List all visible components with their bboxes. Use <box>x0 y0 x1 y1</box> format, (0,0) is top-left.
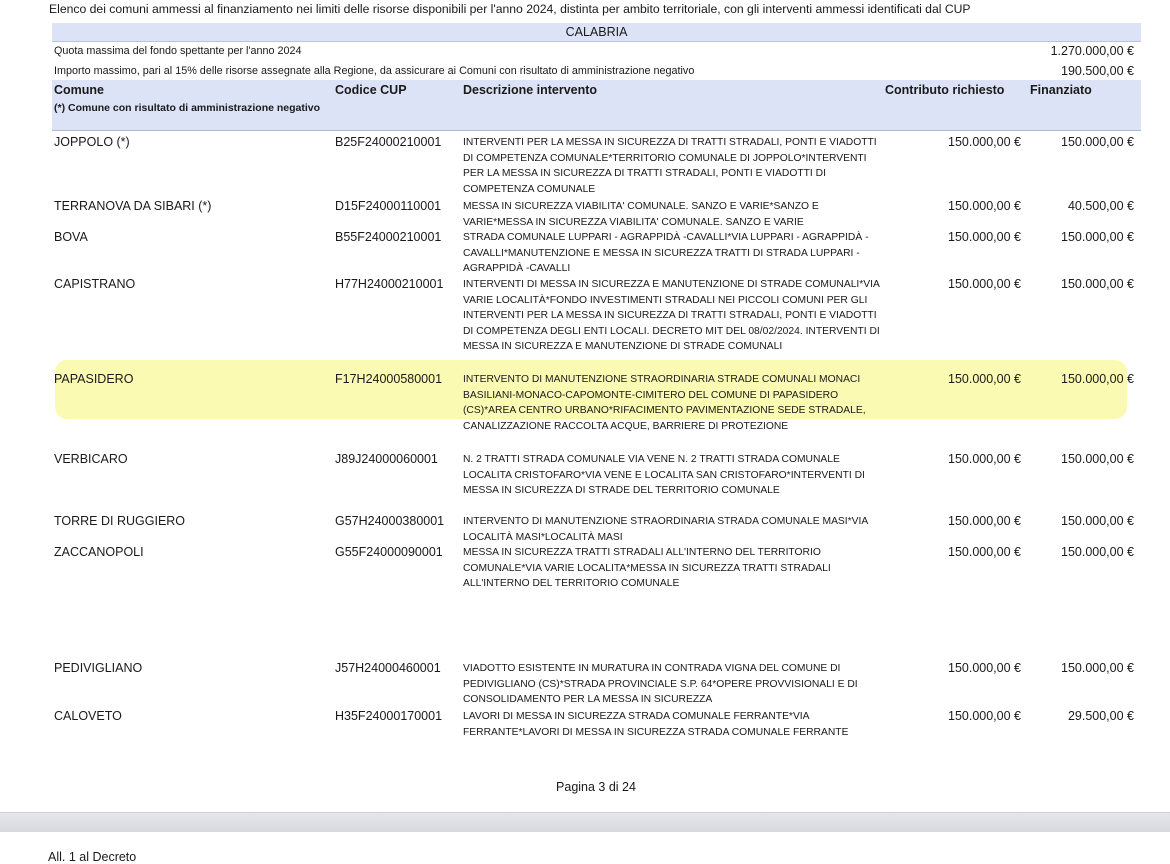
next-page <box>0 832 1170 863</box>
col-comune: Comune <box>54 83 104 97</box>
cell-contributo: 150.000,00 € <box>948 514 1021 528</box>
quota-label: Quota massima del fondo spettante per l'anno 2024 <box>54 45 302 57</box>
importo-value: 190.500,00 € <box>1061 64 1134 78</box>
cell-cup: G55F24000090001 <box>335 545 443 559</box>
cell-comune: JOPPOLO (*) <box>54 135 130 149</box>
page-number: Pagina 3 di 24 <box>556 780 636 794</box>
cell-finanziato: 150.000,00 € <box>1061 514 1134 528</box>
cell-descrizione: VIADOTTO ESISTENTE IN MURATURA IN CONTRADA VIGNA DEL COMUNE DI PEDIVIGLIANO (CS)*STRADA PROVINCIALE S.P. 64*OPERE PROVVISIONALI E DI CONSOLIDAMENTO PER LA MESSA IN SICUREZZA <box>463 663 858 706</box>
cell-cup: H35F24000170001 <box>335 709 443 723</box>
importo-label: Importo massimo, pari al 15% delle risorse assegnate alla Regione, da assicurare ai Comuni con risultato di amministrazione negativo <box>54 65 695 77</box>
cell-finanziato: 29.500,00 € <box>1067 709 1134 723</box>
cell-finanziato: 150.000,00 € <box>1061 277 1134 291</box>
col-comune-note: (*) Comune con risultato di amministrazione negativo <box>54 102 321 114</box>
cell-cup: B25F24000210001 <box>335 135 442 149</box>
cell-descrizione: INTERVENTO DI MANUTENZIONE STRAORDINARIA STRADA COMUNALE MASI*VIA LOCALITÀ MASI*LOCALITÀ MASI <box>463 516 868 543</box>
table-header <box>52 80 1141 131</box>
col-cup: Codice CUP <box>335 83 407 97</box>
cell-descrizione: LAVORI DI MESSA IN SICUREZZA STRADA COMUNALE FERRANTE*VIA FERRANTE*LAVORI DI MESSA IN SICUREZZA STRADA COMUNALE FERRANTE <box>463 711 849 738</box>
cell-comune: BOVA <box>54 230 88 244</box>
cell-finanziato: 150.000,00 € <box>1061 545 1134 559</box>
cell-cup: B55F24000210001 <box>335 230 442 244</box>
cell-contributo: 150.000,00 € <box>948 277 1021 291</box>
cell-contributo: 150.000,00 € <box>948 709 1021 723</box>
quota-row <box>52 42 1141 60</box>
col-contributo: Contributo richiesto <box>885 83 1005 97</box>
page-separator <box>0 812 1170 834</box>
cell-cup: F17H24000580001 <box>335 372 443 386</box>
importo-row <box>52 62 1141 80</box>
cell-cup: H77H24000210001 <box>335 277 444 291</box>
cell-comune: TORRE DI RUGGIERO <box>54 514 186 528</box>
region-header: CALABRIA <box>52 23 1141 41</box>
next-page-heading: All. 1 al Decreto <box>48 850 137 864</box>
cell-cup: G57H24000380001 <box>335 514 445 528</box>
cell-descrizione: N. 2 TRATTI STRADA COMUNALE VIA VENE N. 2 TRATTI STRADA COMUNALE LOCALITA CRISTOFARO*VIA VENE E LOCALITA SAN CRISTOFARO*INTERVENTI DI MESSA IN SICUREZZA DI STRADE DEL TERRITORIO COMUNALE <box>463 454 865 497</box>
cell-comune: CAPISTRANO <box>54 277 136 291</box>
cell-finanziato: 150.000,00 € <box>1061 230 1134 244</box>
cell-descrizione: INTERVENTI DI MESSA IN SICUREZZA E MANUTENZIONE DI STRADE COMUNALI*VIA VARIE LOCALITÀ*FONDO INVESTIMENTI STRADALI NEI PICCOLI COMUNI PER GLI INTERVENTI PER LA MESSA IN SICUREZZA DI TRATTI STRADALI, PONTI E VIADOTTI DI COMPETENZA DEGLI ENTI LOCALI. DECRETO MIT DEL 08/02/2024. INTERVENTI DI MESSA IN SICUREZZA E MANUTENZIONE DI STRADE COMUNALI <box>463 279 880 353</box>
cell-comune: VERBICARO <box>54 452 128 466</box>
col-descrizione: Descrizione intervento <box>463 83 598 97</box>
cell-contributo: 150.000,00 € <box>948 372 1021 386</box>
cell-comune: ZACCANOPOLI <box>54 545 144 559</box>
cell-descrizione: STRADA COMUNALE LUPPARI - AGRAPPIDÀ -CAVALLI*VIA LUPPARI - AGRAPPIDÀ - CAVALLI*MANUTENZIONE E MESSA IN SICUREZZA TRATTI DI STRADA LUPPARI - AGRAPPIDÀ -CAVALLI <box>463 232 869 275</box>
quota-value: 1.270.000,00 € <box>1050 44 1134 58</box>
cell-finanziato: 40.500,00 € <box>1067 199 1134 213</box>
cell-descrizione: INTERVENTI PER LA MESSA IN SICUREZZA DI TRATTI STRADALI, PONTI E VIADOTTI DI COMPETENZA COMUNALE*TERRITORIO COMUNALE DI JOPPOLO*INTERVENTI PER LA MESSA IN SICUREZZA DI TRATTI STRADALI, PONTI E VIADOTTI DI COMPETENZA COMUNALE <box>463 137 877 195</box>
cell-contributo: 150.000,00 € <box>948 452 1021 466</box>
cell-contributo: 150.000,00 € <box>948 135 1021 149</box>
cell-comune: PEDIVIGLIANO <box>54 661 143 675</box>
cell-cup: J89J24000060001 <box>335 452 438 466</box>
col-finanziato: Finanziato <box>1030 83 1092 97</box>
cell-contributo: 150.000,00 € <box>948 545 1021 559</box>
cell-contributo: 150.000,00 € <box>948 661 1021 675</box>
cell-contributo: 150.000,00 € <box>948 230 1021 244</box>
cell-comune: PAPASIDERO <box>54 372 134 386</box>
cell-descrizione: INTERVENTO DI MANUTENZIONE STRAORDINARIA STRADE COMUNALI MONACI BASILIANI-MONACO-CAPOMONTE-CIMITERO DEL COMUNE DI PAPASIDERO (CS)*AREA CENTRO URBANO*RIFACIMENTO PAVIMENTAZIONE SEDE STRADALE, CANALIZZAZIONE RACCOLTA ACQUE, BARRIERE DI PROTEZIONE <box>463 374 866 432</box>
cell-cup: D15F24000110001 <box>335 199 442 213</box>
cell-finanziato: 150.000,00 € <box>1061 372 1134 386</box>
cell-finanziato: 150.000,00 € <box>1061 661 1134 675</box>
cell-descrizione: MESSA IN SICUREZZA VIABILITA' COMUNALE. SANZO E VARIE*SANZO E VARIE*MESSA IN SICUREZZA VIABILITA' COMUNALE. SANZO E VARIE <box>463 201 819 228</box>
cell-cup: J57H24000460001 <box>335 661 441 675</box>
cell-comune: TERRANOVA DA SIBARI (*) <box>54 199 212 213</box>
cell-finanziato: 150.000,00 € <box>1061 135 1134 149</box>
cell-contributo: 150.000,00 € <box>948 199 1021 213</box>
cell-comune: CALOVETO <box>54 709 122 723</box>
document-title: Elenco dei comuni ammessi al finanziamento nei limiti delle risorse disponibili per l'anno 2024, distinta per ambito territoriale, con gli interventi ammessi identificati dal CUP <box>49 2 971 16</box>
cell-descrizione: MESSA IN SICUREZZA TRATTI STRADALI ALL'INTERNO DEL TERRITORIO COMUNALE*VIA VARIE LOCALITA*MESSA IN SICUREZZA TRATTI STRADALI ALL'INTERNO DEL TERRITORIO COMUNALE <box>463 547 831 590</box>
cell-finanziato: 150.000,00 € <box>1061 452 1134 466</box>
